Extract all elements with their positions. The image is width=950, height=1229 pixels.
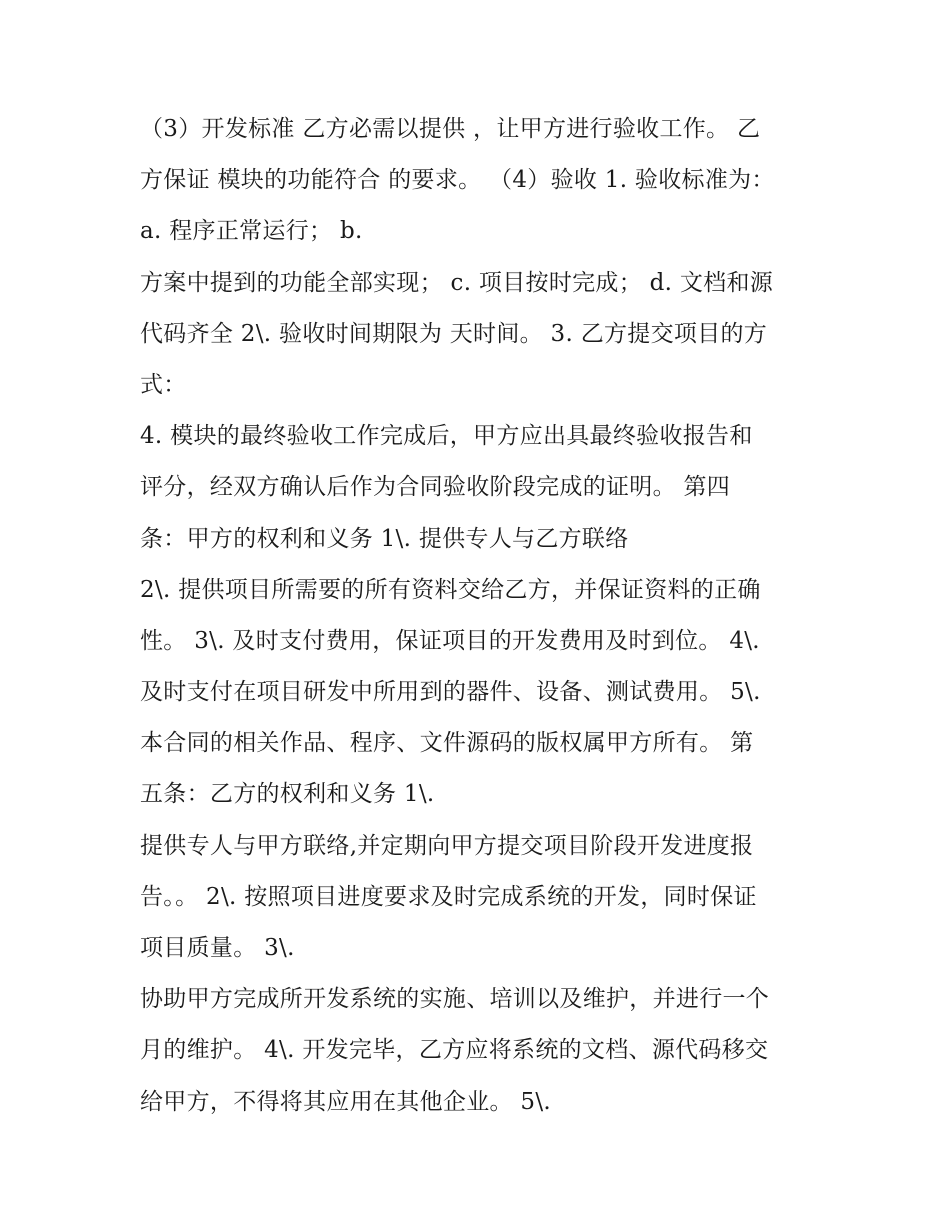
- text-line: a. 程序正常运行； b.: [140, 218, 363, 245]
- text-line: （3）开发标准 乙方必需以提供 ，让甲方进行验收工作。 乙: [140, 116, 761, 142]
- text-line: 提供专人与甲方联络,并定期向甲方提交项目阶段开发进度报: [140, 832, 754, 859]
- text-line: 方案中提到的功能全部实现； c. 项目按时完成； d. 文档和源: [140, 269, 774, 296]
- text-line: 方保证 模块的功能符合 的要求。 （4）验收 1. 验收标准为：: [140, 167, 775, 194]
- text-line: 五条：乙方的权利和义务 1\.: [140, 781, 435, 808]
- text-line: 性。 3\. 及时支付费用，保证项目的开发费用及时到位。 4\.: [140, 627, 760, 654]
- text-line: 本合同的相关作品、程序、文件源码的版权属甲方所有。 第: [140, 730, 754, 757]
- text-line: 给甲方，不得将其应用在其他企业。 5\.: [140, 1088, 552, 1115]
- text-line: 条：甲方的权利和义务 1\. 提供专人与乙方联络: [140, 525, 629, 552]
- text-line: 4. 模块的最终验收工作完成后，甲方应出具最终验收报告和: [140, 423, 753, 450]
- text-line: 式：: [140, 371, 187, 398]
- text-line: 代码齐全 2\. 验收时间期限为 天时间。 3. 乙方提交项目的方: [140, 320, 768, 347]
- text-line: 协助甲方完成所开发系统的实施、培训以及维护，并进行一个: [140, 986, 770, 1013]
- text-line: 及时支付在项目研发中所用到的器件、设备、测试费用。 5\.: [140, 679, 761, 706]
- text-line: 评分，经双方确认后作为合同验收阶段完成的证明。 第四: [140, 474, 731, 501]
- text-line: 2\. 提供项目所需要的所有资料交给乙方，并保证资料的正确: [140, 576, 761, 603]
- contract-text: [140, 104, 820, 1128]
- text-line: 月的维护。 4\. 开发完毕，乙方应将系统的文档、源代码移交: [140, 1037, 769, 1064]
- text-line: 项目质量。 3\.: [140, 935, 295, 961]
- text-line: 告。。 2\. 按照项目进度要求及时完成系统的开发，同时保证: [140, 883, 757, 910]
